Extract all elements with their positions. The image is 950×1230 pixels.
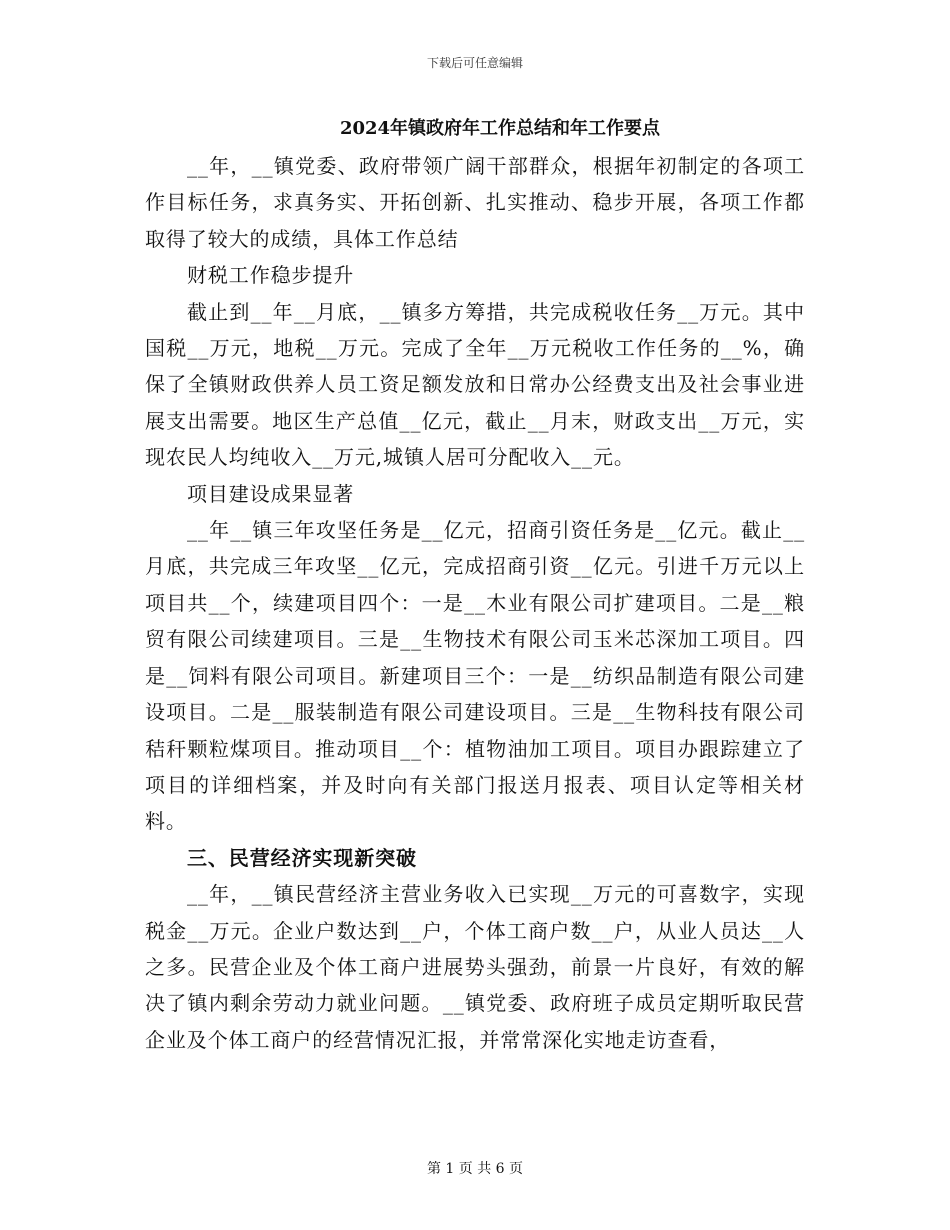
header-note: 下载后可任意编辑 (426, 56, 523, 70)
document-body (145, 148, 805, 1058)
document-title: 2024年镇政府年工作总结和年工作要点 (339, 118, 661, 139)
section-heading-finance: 财税工作稳步提升 (187, 263, 355, 288)
intro-paragraph: __年，__镇党委、政府带领广阔干部群众，根据年初制定的各项工作目标任务，求真务实、开拓创新、扎实推动、稳步开展，各项工作都取得了较大的成绩，具体工作总结 (145, 154, 805, 251)
section-body-projects: __年__镇三年攻坚任务是__亿元，招商引资任务是__亿元。截止__月底，共完成三年攻坚__亿元，完成招商引资__亿元。引进千万元以上项目共__个，续建项目四个：一是__木业有限公司扩建项目。二是__粮贸有限公司续建项目。三是__生物技术有限公司玉米芯深加工项目。四是__饲料有限公司项目。新建项目三个：一是__纺织品制造有限公司建设项目。二是__服装制造有限公司建设项目。三是__生物科技有限公司秸秆颗粒煤项目。推动项目__个：植物油加工项目。项目办跟踪建立了项目的详细档案，并及时向有关部门报送月报表、项目认定等相关材料。 (145, 518, 805, 834)
section-heading-projects: 项目建设成果显著 (187, 481, 355, 506)
section-body-finance: 截止到__年__月底，__镇多方筹措，共完成税收任务__万元。其中国税__万元，地税__万元。完成了全年__万元税收工作任务的__%，确保了全镇财政供养人员工资足额发放和日常办公经费支出及社会事业进展支出需要。地区生产总值__亿元，截止__月末，财政支出__万元，实现农民人均纯收入__万元,城镇人居可分配收入__元。 (145, 299, 805, 470)
section-heading-private-economy: 三、民营经济实现新突破 (187, 845, 417, 870)
section-body-private-economy: __年，__镇民营经济主营业务收入已实现__万元的可喜数字，实现税金__万元。企业户数达到__户，个体工商户数__户，从业人员达__人之多。民营企业及个体工商户进展势头强劲，前景一片良好，有效的解决了镇内剩余劳动力就业问题。__镇党委、政府班子成员定期听取民营企业及个体工商户的经营情况汇报，并常常深化实地走访查看， (145, 882, 805, 1052)
page-number: 第 1 页 共 6 页 (426, 1161, 524, 1177)
